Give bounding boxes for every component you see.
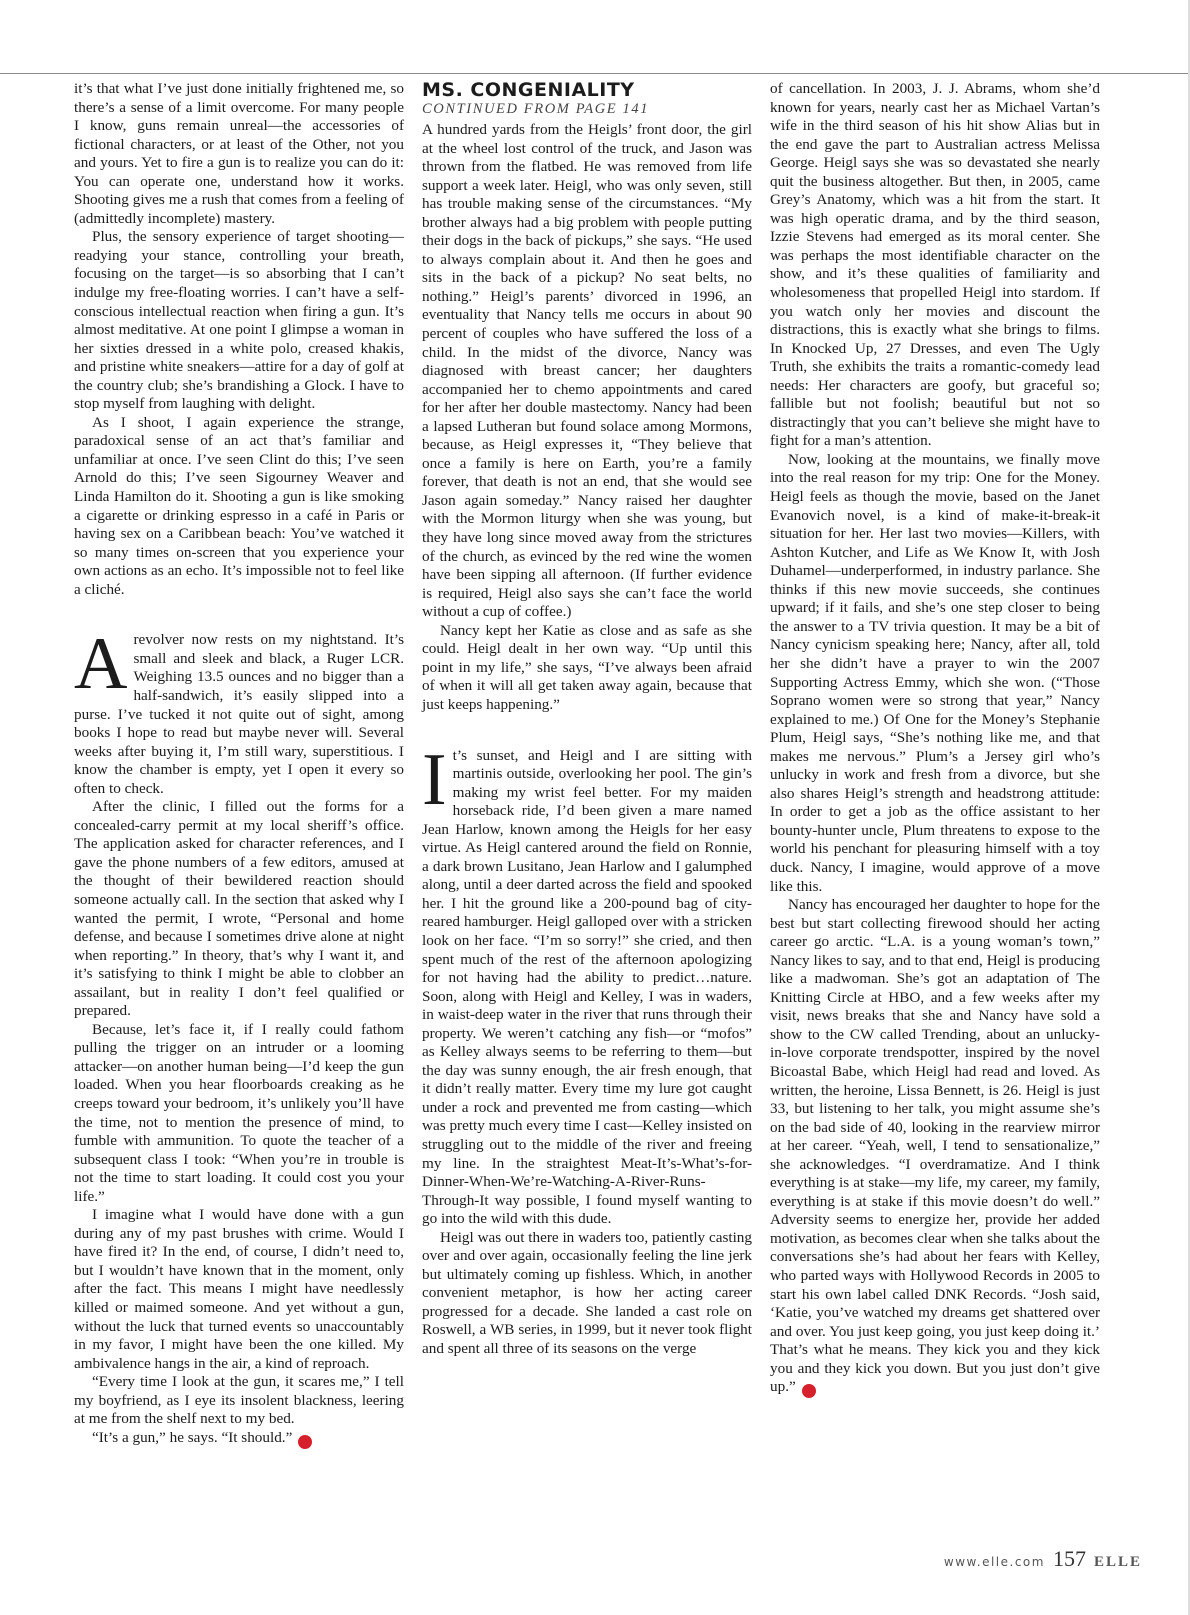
paragraph-dropcap [74,623,404,798]
paragraph: “Every time I look at the gun, it scares me,” I tell my boyfriend, as I eye its insolent blackness, leering at me from the shelf next to my bed. [74,1373,404,1428]
paragraph: Plus, the sensory experience of target shooting—readying your stance, controlling your breath, focusing on the target—is so absorbing that I can’t indulge my free-floating worries. I can’t have a self-conscious intellectual reaction when firing a gun. It’s almost meditative. At one point I glimpse a woman in her sixties dressed in a white polo, creased khakis, and pristine white sneakers—attire for a day of golf at the country club; she’s brandishing a Glock. I have to stop myself from laughing with delight. [74,228,404,413]
paragraph-last [770,896,1100,1398]
footer-url: www.elle.com [943,1555,1045,1569]
column-2 [422,80,752,1359]
page-footer [944,1546,1142,1572]
paragraph-last [74,1429,404,1449]
article-headline: MS. CONGENIALITY [422,79,635,101]
paragraph: After the clinic, I filled out the forms for a concealed-carry permit at my local sheriff’s office. The application asked for character references, and I gave the phone numbers of a few editors, amused at the thought of their bewildered reaction should someone actually call. In the section that asked why I wanted the permit, I wrote, “Personal and home defense, and because I sometimes drive alone at night when reporting.” In theory, that’s why I want it, and it’s satisfying to think I might be able to clobber an assailant, but in reality I don’t feel qualified or prepared. [74,798,404,1020]
end-mark-icon: ✕ [802,1384,816,1398]
paragraph-text: t’s sunset, and Heigl and I are sitting with martinis outside, overlooking her pool. The gin’s making my wrist feel better. For my maiden horseback ride, I’d been given a mare named Jean Harlow, known among the Heigls for her easy virtue. As Heigl cantered around the field on Ronnie, a dark brown Lusitano, Jean Harlow and I galumphed along, until a deer darted across the field and spooked her. I hit the ground like a 200-pound bag of city-reared hamburger. Heigl galloped over with a stricken look on her face. “I’m so sorry!” she cried, and then spent much of the rest of the afternoon apologizing for not having had the ability to predict…nature. Soon, along with Heigl and Kelley, I was in waders, in waist-deep water in the river that runs through their property. We weren’t catching any fish—or “mofos” as Kelley always seems to be referring to them—but the day was sunny enough, the air fresh enough, that it didn’t really matter. Every time my lure got caught under a rock and prevented me from casting—which was pretty much every time I cast—Kelley insisted on struggling out to the middle of the river and freeing my line. In the straightest Meat-It’s-What’s-for-Dinner-When-We’re-Watching-A-River-Runs-Through-It way possible, I found myself wanting to go into the wild with this dude. [422,746,752,1228]
paragraph: it’s that what I’ve just done initially frightened me, so there’s a sense of a limit overcome. For many people I know, guns remain unreal—the accessories of fictional characters, or at least of the Other, not you and yours. Yet to fire a gun is to realize you can do it: You can operate one, understand how it works. Shooting gives me a rush that comes from a feeling of (admittedly incomplete) mastery. [74,80,404,227]
paragraph-dropcap [422,738,752,1229]
column-1 [74,80,404,1449]
paragraph: A hundred yards from the Heigls’ front door, the girl at the wheel lost control of the truck, and Jason was thrown from the flatbed. He was removed from life support a week later. Heigl, who was only seven, still has trouble making sense of the circumstances. “My brother always had a big problem with people putting their dogs in the back of pickups,” she says. “He used to always complain about it. And then he goes and sits in the back of a pickup? No seat belts, no nothing.” Heigl’s parents’ divorced in 1996, an eventuality that Nancy tells me occurs in about 90 percent of couples who have suffered the loss of a child. In the midst of the divorce, Nancy was diagnosed with breast cancer; her daughters accompanied her to chemo appointments and cared for her after her double mastectomy. Nancy had been a lapsed Lutheran but found solace among Mormons, because, as Heigl expresses it, “They believe that once a family is here on Earth, you’re a family forever, that death is not an end, that she would see Jason again someday.” Nancy raised her daughter with the Mormon liturgy when she was young, but they have long since moved away from the strictures of the church, as evinced by the red wine the women have been sipping all afternoon. (If further evidence is required, Heigl also says she can’t face the world without a cup of coffee.) [422,121,752,621]
paragraph: Heigl was out there in waders too, patiently casting over and over again, occasionally feeling the line jerk but ultimately coming up fishless. Which, in another convenient metaphor, is how her acting career progressed for a decade. She landed a cast role on Roswell, a WB series, in 1999, but it never took flight and spent all three of its seasons on the verge [422,1228,752,1357]
drop-cap: A [74,623,128,706]
continued-from-line: CONTINUED FROM PAGE 141 [422,101,650,117]
paragraph: Nancy kept her Katie as close and as safe as she could. Heigl dealt in her own way. “Up until this point in my life,” she says, “I’ve always been afraid of when it will all get taken away again, because that just keeps happening.” [422,621,752,713]
magazine-brand: ELLE [1093,1554,1142,1570]
paragraph-text: Nancy has encouraged her daughter to hope for the best but start collecting firewood should her acting career go arctic. “L.A. is a young woman’s town,” Nancy likes to say, and to that end, Heigl is producing like a madwoman. She’s got an adaptation of The Knitting Circle at HBO, and a few weeks after my visit, news breaks that she and Nancy have sold a show to the CW called Trending, about an unlucky-in-love corporate trendspotter, inspired by the novel Bicoastal Babe, which Heigl had read and loved. As written, the heroine, Lissa Bennett, is 26. Heigl is just 33, but listening to her talk, you might assume she’s on the bad side of 40, looking in the rearview mirror at her career. “Yeah, well, I tend to sensationalize,” she acknowledges. “I overdramatize. And I think everything is at stake—my life, my career, my family, everything is at stake if this movie doesn’t do well.” Adversity seems to energize her, provide her added motivation, as becomes clear when she talks about the conversations she’s had about her fears with Kelley, who parted ways with Hollywood Records in 2005 to start his own label called DNK Records. “Josh said, ‘Katie, you’ve watched my dreams get shattered over and over. You just keep going, you just keep doing it.’ That’s what he means. They kick you and they kick you and they kick you down. But you just don’t give up.” [770,896,1100,1396]
drop-cap: I [422,738,447,821]
top-rule [0,73,1190,74]
paragraph: As I shoot, I again experience the strange, paradoxical sense of an act that’s familiar and unfamiliar at once. I’ve seen Clint do this; I’ve seen Arnold do this; I’ve seen Sigourney Weaver and Linda Hamilton do it. Shooting a gun is like smoking a cigarette or drinking espresso in a café in Paris or having sex on a Caribbean beach: You’ve watched it so many times on-screen that you experience your own actions as an echo. It’s impossible not to feel like a cliché. [74,413,404,598]
paragraph-text: “It’s a gun,” he says. “It should.” [92,1428,293,1446]
column-3 [770,80,1100,1398]
page-number: 157 [1052,1546,1086,1571]
end-mark-icon: ✕ [298,1435,312,1449]
paragraph: I imagine what I would have done with a gun during any of my past brushes with crime. Would I have fired it? In the end, of course, I didn’t need to, but I wouldn’t have known that in the moment, only after the fact. This means I might have needlessly killed or maimed someone. And yet without a gun, without the luck that turned events so unaccountably in my favor, I might have been the one killed. My ambivalence hangs in the air, a kind of reproach. [74,1206,404,1372]
paragraph-text: revolver now rests on my nightstand. It’s small and sleek and black, a Ruger LCR. Weighing 13.5 ounces and no bigger than a half-sandwich, it’s easily slipped into a purse. I’ve tucked it not quite out of sight, among books I hope to read but maybe never will. Several weeks after buying it, I’m still wary, superstitious. I know the chamber is empty, yet I open it every so often to check. [74,631,404,797]
paragraph: Because, let’s face it, if I really could fathom pulling the trigger on an intruder or a looming attacker—on another human being—I’d keep the gun loaded. When you hear floorboards creaking as he creeps toward your bedroom, it’s unlikely you’ll have the time, not to mention the presence of mind, to fumble with ammunition. To quote the teacher of a subsequent class I took: “When you’re in trouble is not the time to start loading. It could cost you your life.” [74,1020,404,1205]
paragraph: Now, looking at the mountains, we finally move into the real reason for my trip: One for the Money. Heigl feels as though the movie, based on the Janet Evanovich novel, is a kind of make-it-break-it situation for her. Her last two movies—Killers, with Ashton Kutcher, and Life as We Know It, with Josh Duhamel—underperformed, in industry parlance. She thinks if this new movie succeeds, she continues upward; if it fails, and she’s one step closer to being the answer to a TV trivia question. It may be a bit of Nancy cynicism speaking here; Nancy, after all, told her she didn’t have a prayer to win the 2007 Supporting Actress Emmy, which she won. (“Those Soprano women were so strong that year,” Nancy explained to me.) Of One for the Money’s Stephanie Plum, Heigl says, “She’s nothing like me, and that makes me nervous.” Plum’s a Jersey girl who’s unlucky in work and fresh from a divorce, but she also shares Heigl’s strength and headstrong attitude: In order to get a job as the office assistant to her bounty-hunter uncle, Plum threatens to expose to the world his penchant for pleasuring himself with a toy duck. Nancy, I imagine, would approve of a move like this. [770,450,1100,895]
paragraph: of cancellation. In 2003, J. J. Abrams, whom she’d known for years, nearly cast her as Michael Vartan’s wife in the third season of his hit show Alias but in the end gave the part to Australian actress Melissa George. Heigl says she was so devastated she nearly quit the business altogether. But then, in 2005, came Grey’s Anatomy, which was a hit from the start. It was high operatic drama, and by the third season, Izzie Stevens had emerged as its moral center. She was perhaps the most identifiable character on the show, and it’s these qualities of familiarity and wholesomeness that propelled Heigl into stardom. If you watch only her movies and discount the distractions, this is exactly what she brings to films. In Knocked Up, 27 Dresses, and even The Ugly Truth, she exhibits the traits a romantic-comedy lead needs: Her characters are goofy, but graceful so; fallible but not foolish; beautiful but not so distractingly that you can’t believe she might have to fight for a man’s attention. [770,80,1100,450]
